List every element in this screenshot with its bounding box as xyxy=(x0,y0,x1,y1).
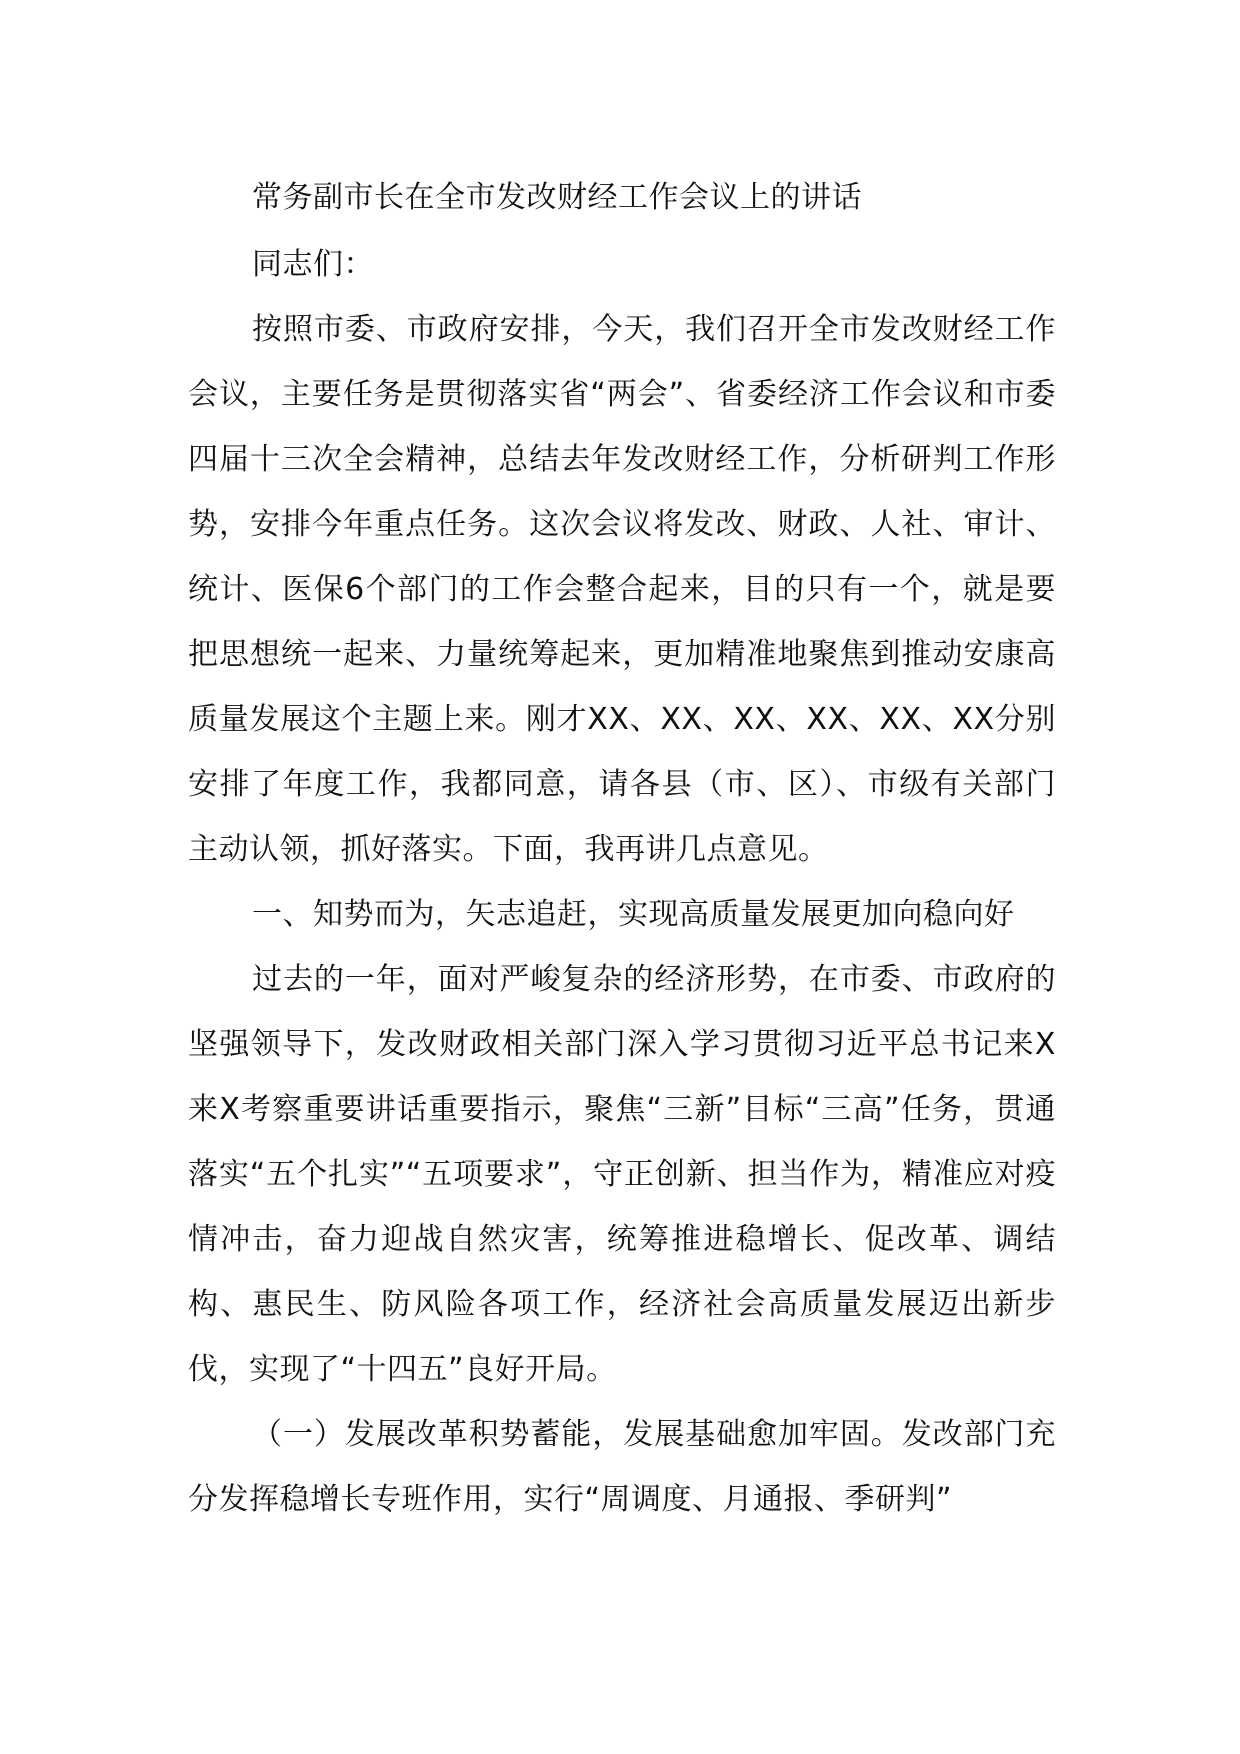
paragraph-opening: 按照市委、市政府安排，今天，我们召开全市发改财经工作会议，主要任务是贯彻落实省“两会”、省委经济工作会议和市委四届十三次全会精神，总结去年发改财经工作，分析研判工作形势，安排今年重点任务。这次会议将发改、财政、人社、审计、统计、医保6个部门的工作会整合起来，目的只有一个，就是要把思想统一起来、力量统筹起来，更加精准地聚焦到推动安康高质量发展这个主题上来。刚才XX、XX、XX、XX、XX、XX分别安排了年度工作，我都同意，请各县（市、区）、市级有关部门主动认领，抓好落实。下面，我再讲几点意见。 xyxy=(188,312,1056,867)
salutation: 同志们： xyxy=(252,247,374,282)
paragraph-review: 过去的一年，面对严峻复杂的经济形势，在市委、市政府的坚强领导下，发改财政相关部门深入学习贯彻习近平总书记来X来X考察重要讲话重要指示，聚焦“三新”目标“三高”任务，贯通落实“五个扎实”“五项要求”，守正创新、担当作为，精准应对疫情冲击，奋力迎战自然灾害，统筹推进稳增长、促改革、调结构、惠民生、防风险各项工作，经济社会高质量发展迈出新步伐，实现了“十四五”良好开局。 xyxy=(188,962,1056,1387)
document-title: 常务副市长在全市发改财经工作会议上的讲话 xyxy=(252,180,862,215)
section-heading-1: 一、知势而为，矢志追赶，实现高质量发展更加向稳向好 xyxy=(252,897,1015,932)
document-body xyxy=(188,165,1056,1532)
paragraph-subsection-1: （一）发展改革积势蓄能，发展基础愈加牢固。发改部门充分发挥稳增长专班作用，实行“周调度、月通报、季研判” xyxy=(188,1417,1056,1517)
